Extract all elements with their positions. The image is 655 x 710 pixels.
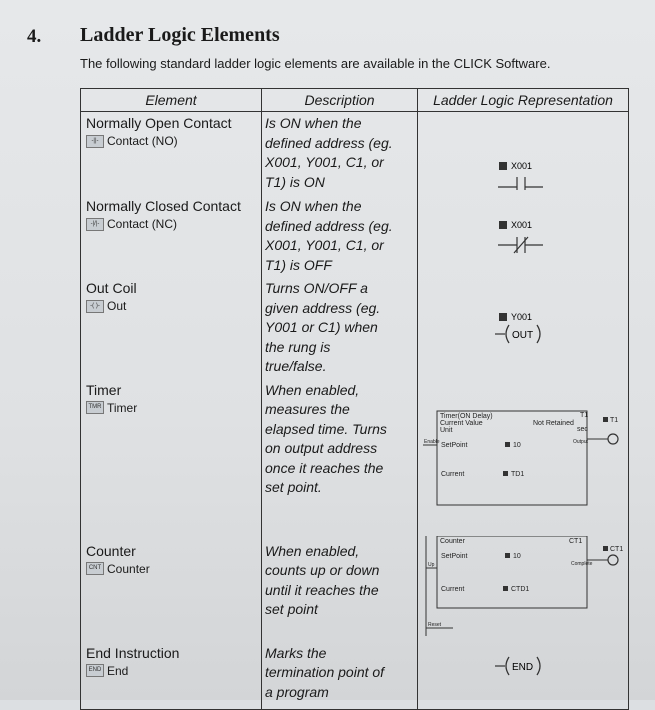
end-button (86, 664, 256, 678)
desc-line: T1) is OFF (265, 256, 332, 273)
desc-line: given address (eg. (265, 299, 381, 316)
end-label: END (512, 661, 534, 673)
counter-icon: CNT (86, 562, 104, 575)
button-label: Timer (107, 400, 138, 415)
timer-setpoint-value: 10 (513, 441, 521, 449)
timer-button (86, 401, 256, 415)
contact-address: X001 (511, 161, 533, 171)
counter-setpoint-label: SetPoint (441, 552, 468, 560)
desc-line: measures the (265, 401, 350, 417)
desc-line: When enabled, (265, 542, 360, 559)
desc-line: set point. (265, 479, 322, 495)
desc-line: defined address (eg. (265, 134, 393, 151)
out-coil-symbol (423, 279, 623, 373)
counter-type: Counter (440, 537, 465, 545)
desc-line: Y001 or C1) when (265, 319, 378, 335)
header-element: Element (81, 89, 262, 112)
ladder-elements-table (80, 88, 629, 710)
end-symbol (423, 644, 623, 704)
address-tag-icon (499, 313, 507, 321)
desc-line: a program (265, 683, 329, 700)
element-name: Normally Open Contact (86, 115, 232, 131)
timer-retain: Not Retained (533, 419, 574, 427)
header-representation: Ladder Logic Representation (418, 89, 629, 112)
table-row (81, 642, 629, 710)
counter-bit: CT1 (610, 545, 624, 553)
page-title: Ladder Logic Elements (80, 24, 280, 46)
desc-line: counts up or down (265, 562, 380, 578)
table-row (81, 195, 629, 277)
desc-line: Is ON when the (265, 198, 362, 214)
counter-block (423, 536, 628, 637)
contact-address: X001 (511, 220, 533, 230)
desc-line: the rung is (265, 338, 331, 355)
timer-output-address: T1 (580, 411, 589, 419)
desc-line: X001, Y001, C1, or (265, 237, 384, 253)
counter-button (86, 562, 256, 576)
no-contact-symbol (423, 114, 623, 190)
coil-address: Y001 (511, 312, 533, 322)
element-name: End Instruction (86, 644, 180, 661)
element-name: Counter (86, 542, 136, 559)
desc-line: T1) is ON (265, 173, 325, 190)
counter-reset-label: Reset (428, 621, 442, 628)
button-label: Contact (NO) (107, 134, 178, 148)
timer-current-address: TD1 (511, 470, 525, 478)
table-row (81, 534, 629, 642)
bit-tag-icon (603, 417, 608, 422)
timer-bit: T1 (610, 416, 619, 424)
out-coil-button (86, 299, 256, 313)
counter-up-label: Up (428, 561, 435, 568)
table-row (81, 112, 629, 196)
desc-line: Is ON when the (265, 115, 362, 131)
element-name: Timer (86, 381, 122, 398)
address-tag-icon (499, 221, 507, 229)
desc-line: termination point of (265, 664, 385, 680)
timer-block (423, 381, 628, 529)
table-header-row (81, 89, 629, 112)
timer-current-value-label: Current Value (440, 419, 483, 427)
subtitle: The following standard ladder logic elements are available in the CLICK Software. (80, 56, 551, 71)
button-label: Counter (107, 561, 150, 576)
out-coil-icon: -( )- (86, 300, 104, 313)
desc-line: once it reaches the (265, 459, 384, 476)
counter-complete-label: Complete (571, 560, 593, 567)
timer-unit: sec (577, 425, 588, 433)
question-number: 4. (27, 26, 42, 47)
desc-line: on output address (265, 440, 378, 456)
nc-contact-symbol (423, 197, 623, 271)
timer-enable-label: Enable (424, 438, 440, 445)
desc-line: true/false. (265, 358, 327, 374)
counter-current-address: CTD1 (511, 585, 530, 593)
desc-line: set point (265, 601, 318, 617)
coil-label: OUT (512, 330, 534, 341)
desc-line: Turns ON/OFF a (265, 280, 368, 296)
desc-line: defined address (eg. (265, 217, 393, 234)
address-tag-icon (499, 162, 507, 170)
contact-no-icon: -||- (86, 135, 104, 148)
element-name: Normally Closed Contact (86, 198, 241, 214)
desc-line: until it reaches the (265, 581, 379, 598)
desc-line: Marks the (265, 644, 327, 661)
contact-nc-button (86, 217, 256, 231)
end-icon: END (86, 664, 104, 677)
timer-type: Timer(ON Delay) (440, 412, 493, 420)
timer-output-label: Output (573, 438, 589, 445)
button-label: Out (107, 299, 127, 313)
timer-icon: TMR (86, 401, 104, 414)
header-description: Description (262, 89, 418, 112)
button-label: Contact (NC) (107, 217, 178, 231)
desc-line: When enabled, (265, 381, 360, 398)
timer-setpoint-label: SetPoint (441, 441, 468, 449)
desc-line: X001, Y001, C1, or (265, 154, 384, 170)
table-row (81, 277, 629, 379)
button-label: End (107, 663, 129, 678)
timer-current-label: Current (441, 470, 465, 478)
desc-line: elapsed time. Turns (265, 420, 387, 437)
element-name: Out Coil (86, 280, 137, 296)
counter-setpoint-value: 10 (513, 552, 521, 560)
contact-no-button (86, 134, 256, 148)
timer-unit-label: Unit (440, 426, 453, 434)
bit-tag-icon (603, 546, 608, 551)
contact-nc-icon: -|/|- (86, 218, 104, 231)
table-row (81, 379, 629, 534)
counter-address: CT1 (569, 537, 583, 545)
counter-current-label: Current (441, 585, 465, 593)
